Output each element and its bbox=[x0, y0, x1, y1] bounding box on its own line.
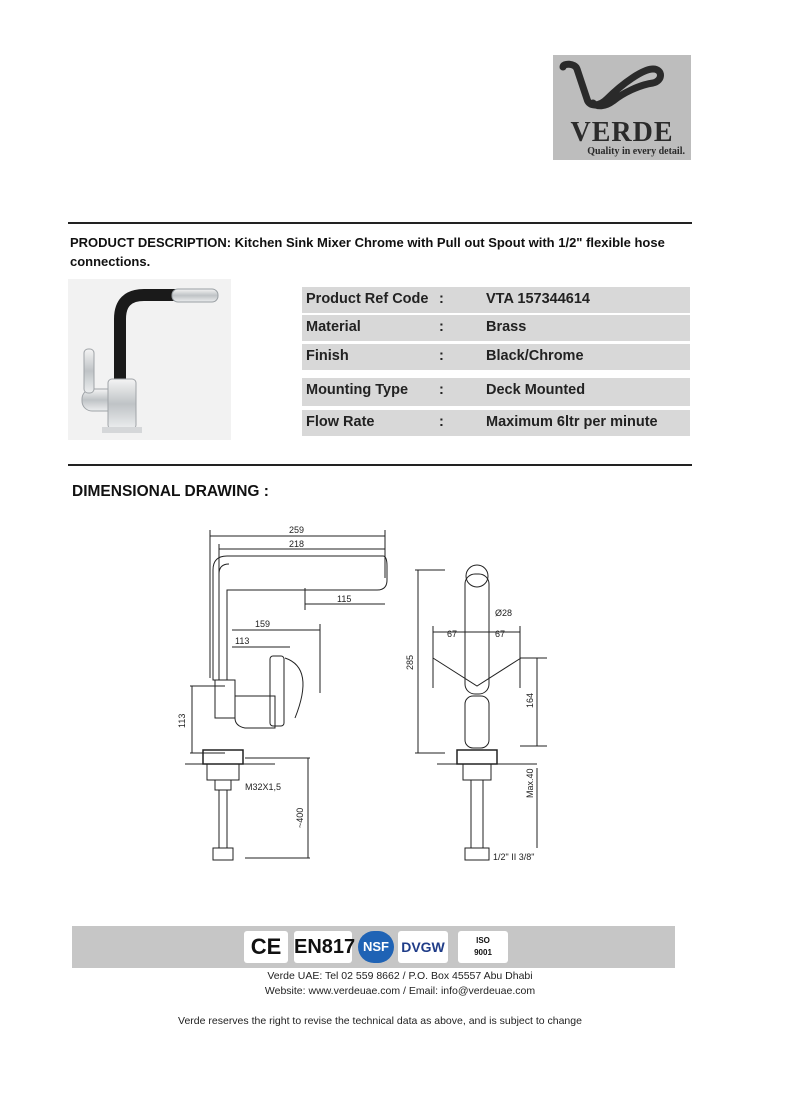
verde-logo bbox=[553, 55, 691, 160]
logo-mark-icon bbox=[553, 55, 691, 115]
dim-connection: 1/2" II 3/8" bbox=[493, 852, 535, 862]
en817-mark: EN817 bbox=[294, 931, 352, 963]
footer-address: Verde UAE: Tel 02 559 8662 / P.O. Box 45557 Abu Dhabi bbox=[267, 970, 533, 982]
top-divider bbox=[68, 222, 692, 224]
dim-164: 164 bbox=[525, 692, 535, 708]
logo-tagline: Quality in every detail. bbox=[587, 146, 685, 157]
drawing-title: DIMENSIONAL DRAWING : bbox=[72, 483, 269, 500]
iso-mark bbox=[458, 931, 508, 963]
dim-113-vertical: 113 bbox=[177, 713, 187, 728]
dimensional-drawing bbox=[175, 518, 555, 873]
spec-colon: : bbox=[439, 291, 444, 307]
nsf-mark: NSF bbox=[358, 931, 394, 963]
iso-number: 9001 bbox=[474, 948, 492, 957]
spec-value: Deck Mounted bbox=[486, 382, 586, 398]
spec-label: Mounting Type bbox=[306, 382, 409, 398]
spec-row bbox=[302, 378, 690, 406]
dim-113-horizontal: 113 bbox=[235, 636, 250, 646]
spec-label: Product Ref Code bbox=[306, 291, 429, 307]
product-photo bbox=[68, 279, 231, 440]
spec-row bbox=[302, 287, 690, 313]
certification-band bbox=[72, 926, 675, 968]
dim-hose-length: ~400 bbox=[295, 807, 305, 828]
dim-159: 159 bbox=[255, 619, 271, 629]
dim-218: 218 bbox=[289, 539, 305, 549]
dim-285: 285 bbox=[405, 654, 415, 670]
dim-259: 259 bbox=[289, 525, 305, 535]
iso-label: ISO bbox=[476, 936, 490, 945]
dim-67-left: 67 bbox=[447, 629, 458, 639]
spec-row bbox=[302, 344, 690, 370]
spec-label: Finish bbox=[306, 348, 349, 364]
spec-row bbox=[302, 410, 690, 436]
spec-value: Brass bbox=[486, 319, 527, 335]
dim-max40: Max.40 bbox=[525, 768, 535, 798]
spec-colon: : bbox=[439, 382, 444, 398]
spec-colon: : bbox=[439, 348, 444, 364]
spec-colon: : bbox=[439, 319, 444, 335]
logo-wordmark: VERDE bbox=[570, 117, 674, 148]
dvgw-mark: DVGW bbox=[398, 931, 448, 963]
spec-value: VTA 157344614 bbox=[486, 291, 590, 307]
footer-disclaimer: Verde reserves the right to revise the technical data as above, and is subject to change bbox=[178, 1015, 582, 1027]
spec-label: Flow Rate bbox=[306, 414, 375, 430]
dim-thread: M32X1,5 bbox=[245, 782, 282, 792]
spec-value: Maximum 6ltr per minute bbox=[486, 414, 658, 430]
spec-label: Material bbox=[306, 319, 361, 335]
spec-value: Black/Chrome bbox=[486, 348, 584, 364]
dim-diameter: Ø28 bbox=[495, 608, 513, 618]
spec-row bbox=[302, 315, 690, 341]
footer-website: Website: www.verdeuae.com / Email: info@verdeuae.com bbox=[264, 985, 536, 997]
dim-67-right: 67 bbox=[495, 629, 506, 639]
middle-divider bbox=[68, 464, 692, 466]
ce-mark: CE bbox=[244, 931, 288, 963]
product-description: PRODUCT DESCRIPTION: Kitchen Sink Mixer Chrome with Pull out Spout with 1/2" flexible hose connections. bbox=[70, 235, 665, 269]
dim-115: 115 bbox=[337, 594, 352, 604]
spec-colon: : bbox=[439, 414, 444, 430]
